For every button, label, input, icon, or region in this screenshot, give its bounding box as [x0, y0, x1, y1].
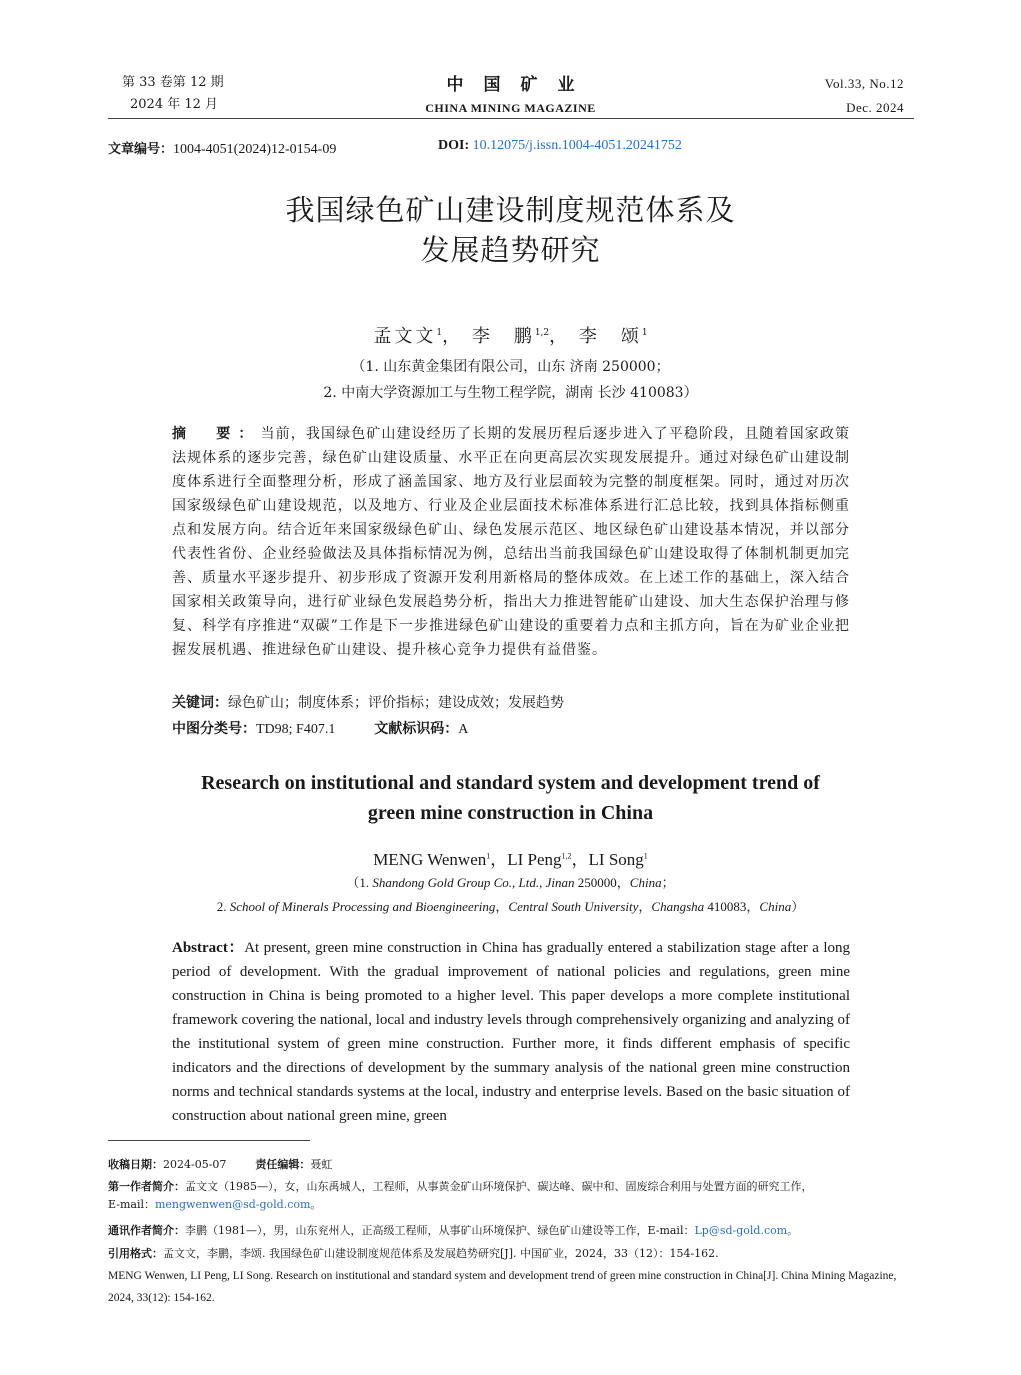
article-number-label: 文章编号：	[108, 142, 174, 157]
title-en-line1: Research on institutional and standard system and development trend of	[201, 772, 820, 794]
doi-link[interactable]: 10.12075/j.issn.1004-4051.20241752	[472, 138, 682, 153]
volume-en: Vol.33, No.12	[824, 76, 904, 91]
abstract-en-text: At present, green mine construction in China has gradually entered a stabilization stage after a long period of development. With the gradual improvement of national policies and regulations, green mine construction in China is being promoted to a higher level. This paper develops a more complete institutional framework covering the national, local and industry levels through comprehensively organizing and analyzing of the institutional system of green mine construction. Further more, it finds different emphasis of specific indicators and the directions of development by the summary analysis of the national green mine construction norms and technical standards systems at the local, industry and enterprise levels. Based on the basic situation of construction about national green mine, green	[172, 940, 850, 1124]
corresponding-label: 通讯作者简介：	[108, 1224, 185, 1237]
affiliation-cn-1: （1. 山东黄金集团有限公司，山东 济南 250000；	[351, 359, 670, 375]
classification	[172, 718, 468, 738]
author-2-cn: 李 鹏	[471, 326, 535, 347]
author-1-en: MENG Wenwen	[373, 850, 487, 869]
editor-value: 聂虹	[310, 1158, 333, 1171]
aff-en-1-code: 250000，	[574, 875, 630, 890]
abstract-cn-text: 当前，我国绿色矿山建设经历了长期的发展历程后逐步进入了平稳阶段，且随着国家政策法规体系的逐步完善，绿色矿山建设质量、水平正在向更高层次实现发展提升。通过对绿色矿山建设制度体系进行全面整理分析，形成了涵盖国家、地方及行业层面较为完整的制度框架。同时，通过对历次国家级绿色矿山建设规范，以及地方、行业及企业层面技术标准体系进行汇总比较，找到具体指标侧重点和发展方向。结合近年来国家级绿色矿山、绿色发展示范区、地区绿色矿山建设基本情况，并以部分代表性省份、企业经验做法及具体指标情况为例，总结出当前我国绿色矿山建设取得了体制机制更加完善、质量水平逐步提升、初步形成了资源开发利用新格局的整体成效。在上述工作的基础上，深入结合国家相关政策导向，进行矿业绿色发展趋势分析，指出大力推进智能矿山建设、加大生态保护治理与修复、科学有序推进“双碳”工作是下一步推进绿色矿山建设的重要着力点和主抓方向，旨在为矿业企业把握发展机遇、推进绿色矿山建设、提升核心竞争力提供有益借鉴。	[172, 426, 851, 658]
footnote-citation-en: MENG Wenwen, LI Peng, LI Song. Research on institutional and standard system and development trend of green mine construction in China[J]. China Mining Magazine, 2024, 33(12): 154-162.	[108, 1270, 897, 1304]
affiliation-cn-2: 2. 中南大学资源加工与生物工程学院，湖南 长沙 410083）	[323, 385, 698, 401]
first-author-text: 孟文文（1985—），女，山东禹城人，工程师，从事黄金矿山环境保护、碳达峰、碳中和、固废综合利用与处置方面的研究工作，	[185, 1180, 813, 1193]
footnote-received	[108, 1156, 914, 1174]
aff-en-2-city: Changsha	[651, 899, 705, 914]
aff-en-2-country: China	[759, 899, 792, 914]
author-sep: ，	[571, 850, 589, 869]
aff-en-1-org: Shandong Gold Group Co., Ltd., Jinan	[372, 875, 575, 890]
clc-label: 中图分类号：	[172, 721, 256, 737]
aff-en-2-end: ）	[791, 899, 805, 914]
received-label: 收稿日期：	[108, 1158, 163, 1171]
title-cn-line2: 发展趋势研究	[420, 233, 601, 267]
aff-en-1-open: （1.	[346, 875, 373, 890]
citation-cn: 孟文文，李鹏，李颂. 我国绿色矿山建设制度规范体系及发展趋势研究[J]. 中国矿业，2024，33（12）：154-162.	[163, 1247, 719, 1260]
corresponding-email-link[interactable]: Lp@sd-gold.com	[694, 1224, 788, 1237]
author-3-en-sup: 1	[643, 851, 648, 861]
author-2-en: LI Peng	[507, 850, 562, 869]
date-en: Dec. 2024	[846, 100, 904, 115]
journal-title-en: CHINA MINING MAGAZINE	[425, 101, 596, 115]
keywords	[172, 692, 564, 712]
affiliation-en-1	[0, 872, 1021, 891]
article-title-en	[0, 768, 1021, 828]
keywords-text: 绿色矿山；制度体系；评价指标；建设成效；发展趋势	[228, 695, 564, 711]
abstract-en	[172, 936, 850, 1128]
footnote-corresponding	[108, 1222, 914, 1240]
author-2-en-sup: 1,2	[561, 851, 572, 861]
aff-en-1-end: ；	[661, 875, 675, 890]
article-number	[108, 138, 336, 158]
abstract-en-label: Abstract：	[172, 940, 245, 956]
footnote-rule	[108, 1140, 310, 1141]
doc-code-label: 文献标识码：	[374, 721, 459, 737]
author-sep: ，	[549, 326, 571, 347]
first-author-end: 。	[310, 1198, 322, 1211]
date-cn: 2024 年 12 月	[130, 97, 219, 112]
author-1-cn: 孟文文	[373, 326, 437, 347]
affiliation-en-2	[0, 896, 1021, 915]
author-sep: ，	[490, 850, 508, 869]
footnote-citation-cn	[108, 1245, 914, 1263]
aff-en-2-sep: ，	[638, 899, 652, 914]
journal-title-cn: 中国矿业	[446, 75, 595, 95]
received-value: 2024-05-07	[163, 1158, 227, 1171]
authors-cn	[0, 322, 1021, 348]
aff-en-1-country: China	[629, 875, 662, 890]
keywords-label: 关键词：	[172, 695, 228, 711]
authors-en	[0, 845, 1021, 870]
footnote-first-author	[108, 1178, 914, 1214]
doi	[438, 138, 682, 154]
running-header-right	[825, 72, 904, 120]
title-en-line2: green mine construction in China	[367, 802, 654, 824]
corresponding-end: 。	[787, 1224, 799, 1237]
article-title-cn	[0, 190, 1021, 270]
title-cn-line1: 我国绿色矿山建设制度规范体系及	[285, 193, 736, 227]
clc-value: TD98; F407.1	[256, 722, 336, 737]
author-1-en-sup: 1	[486, 851, 491, 861]
header-rule	[108, 118, 914, 119]
author-sep: ，	[442, 326, 464, 347]
aff-en-2-code: 410083，	[704, 899, 760, 914]
article-number-value: 1004-4051(2024)12-0154-09	[173, 142, 337, 157]
first-author-email-label: E-mail：	[108, 1198, 155, 1211]
aff-en-2-sep: ，	[495, 899, 509, 914]
first-author-email-link[interactable]: mengwenwen@sd-gold.com	[154, 1198, 311, 1211]
first-author-label: 第一作者简介：	[108, 1180, 185, 1193]
author-3-cn-sup: 1	[641, 328, 648, 338]
citation-label: 引用格式：	[108, 1247, 163, 1260]
author-3-en: LI Song	[588, 850, 644, 869]
aff-en-2-org: School of Minerals Processing and Bioengineering	[229, 899, 496, 914]
author-3-cn: 李 颂	[578, 326, 642, 347]
aff-en-2-univ: Central South University	[508, 899, 639, 914]
aff-en-2-num: 2.	[216, 899, 230, 914]
author-1-cn-sup: 1	[436, 328, 443, 338]
abstract-cn-label: 摘 要：	[172, 426, 261, 442]
doc-code-value: A	[458, 722, 469, 737]
doi-label: DOI:	[438, 138, 470, 153]
author-2-cn-sup: 1,2	[534, 328, 550, 338]
abstract-cn	[172, 422, 850, 662]
corresponding-text: 李鹏（1981—），男，山东兖州人，正高级工程师，从事矿山环境保护、绿色矿山建设等工作，E-mail：	[185, 1224, 695, 1237]
volume-cn: 第 33 卷第 12 期	[122, 75, 224, 90]
editor-label: 责任编辑：	[255, 1158, 311, 1171]
